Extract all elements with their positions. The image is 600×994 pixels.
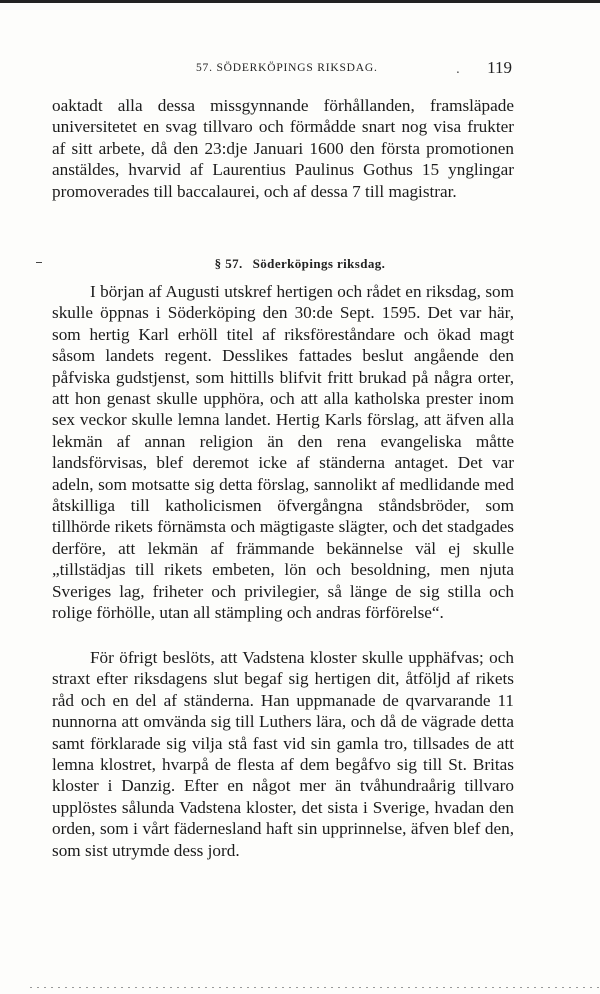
running-header-dot: .	[456, 62, 460, 76]
paragraph-continued	[52, 95, 514, 202]
page-number: 119	[487, 58, 512, 77]
running-header	[0, 58, 600, 82]
running-header-title: 57. SÖDERKÖPINGS RIKSDAG.	[196, 62, 378, 74]
section-title: Söderköpings riksdag.	[252, 256, 386, 271]
paragraph-2-text: I början af Augusti utskref hertigen och rådet en riksdag, som skulle öppnas i Söderköping den 30:de Sept. 1595. Det var här, som hertig Karl erhöll titel af riksföreståndare och ökad magt såsom landets regent. Desslikes fattades beslut angående den påfviska gudstjenst, som hittills blifvit fritt brukad på några orter, att hon genast skulle upphöra, och att alla katholska prester inom sex veckor skulle lemna landet. Hertig Karls förslag, att äfven alla lekmän af annan religion än den rena evangeliska måtte landsförvisas, blef deremot icke af ständerna antaget. Det var adeln, som motsatte sig detta förslag, sannolikt af medlidande med åtskilliga till katholicismen öfvergångna ståndsbröder, som tillhörde rikets förnämsta och mägtigaste slägter, och det stadgades derföre, att lekmän af främmande bekännelse väl ej skulle „tillstädjas till rikets embeten, lön och besoldning, men njuta Sveriges lag, friheter och privilegier, så länge de sig stilla och rolige förhölle, utan all stämpling och andras förförelse“.	[52, 282, 514, 623]
section-number: § 57.	[214, 256, 243, 271]
bottom-edge-line	[30, 987, 600, 988]
top-edge-rule	[0, 0, 600, 3]
paragraph-3	[52, 647, 514, 861]
paragraph-3-text: För öfrigt beslöts, att Vadstena kloster skulle upphäfvas; och straxt efter riksdagens slut begaf sig hertigen dit, åtföljd af rikets råd och en del af ständerna. Han uppmanade de qvarvarande 11 nunnorna att omvända sig till Luthers lära, och då de vägrade detta samt förklarade sig vilja stå fast vid sin gamla tro, tillsades de att lemna klostret, hvarpå de flesta af dem begåfvo sig till St. Britas kloster i Danzig. Efter en något mer än tvåhundraårig tillvaro upplöstes sålunda Vadstena kloster, det sista i Sverige, hvadan den orden, som i vårt fädernesland haft sin upprinnelse, äfven blef den, som sist utrymde dess jord.	[52, 648, 514, 860]
section-heading	[0, 256, 600, 272]
paragraph-1-text: oaktadt alla dessa missgynnande förhållanden, framsläpade universitetet en svag tillvaro och förmådde snart nog visa frukter af sitt arbete, då den 23:dje Januari 1600 den första promotionen anstäldes, hvarvid af Laurentius Paulinus Gothus 15 ynglingar promoverades till baccalaurei, och af dessa 7 till magistrar.	[52, 96, 514, 201]
paragraph-2	[52, 281, 514, 624]
